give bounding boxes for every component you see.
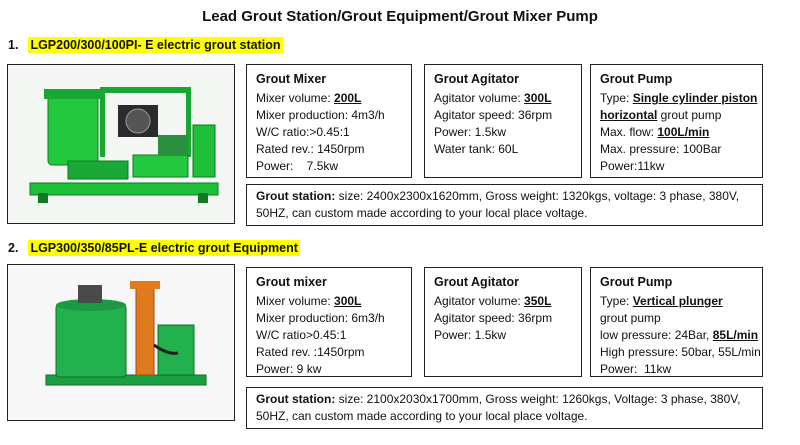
water-tank: Water tank: 60L	[434, 142, 519, 156]
section-1-mixer-box	[246, 64, 412, 178]
agitator-speed: Agitator speed: 36rpm	[434, 108, 553, 122]
agitator-header: Grout Agitator	[434, 275, 519, 289]
grout-station-image	[8, 65, 234, 223]
section-2-pump-box	[590, 267, 763, 377]
pump-header: Grout Pump	[600, 275, 673, 289]
agitator-volume: Agitator volume: 350L	[434, 294, 552, 308]
pump-high-pressure: High pressure: 50bar, 55L/min	[600, 345, 761, 359]
section-2-heading	[8, 241, 300, 255]
station-label: Grout station:	[256, 189, 336, 203]
pump-header: Grout Pump	[600, 72, 673, 86]
section-2-agitator-box	[424, 267, 582, 377]
pump-power: Power: 11kw	[600, 362, 672, 376]
section-1-agitator-box	[424, 64, 582, 178]
mixer-header: Grout mixer	[256, 275, 327, 289]
mixer-rated-rev: Rated rev. :1450rpm	[256, 345, 365, 359]
mixer-volume: Mixer volume: 300L	[256, 294, 362, 308]
mixer-rated-rev: Rated rev.: 1450rpm	[256, 142, 365, 156]
pump-max-flow: Max. flow: 100L/min	[600, 125, 710, 139]
page-title: Lead Grout Station/Grout Equipment/Grout Mixer Pump	[202, 8, 598, 25]
grout-station-photo	[7, 64, 235, 224]
section-1-station-box	[246, 184, 763, 226]
section-1-heading	[8, 38, 283, 52]
section-2-title: LGP300/350/85PL-E electric grout Equipment	[30, 241, 298, 255]
agitator-header: Grout Agitator	[434, 72, 519, 86]
grout-equipment-photo	[7, 264, 235, 421]
mixer-power: Power: 9 kw	[256, 362, 322, 376]
grout-equipment-image	[8, 265, 234, 420]
mixer-wc-ratio: W/C ratio>0.45:1	[256, 328, 347, 342]
section-1-title: LGP200/300/100PI- E electric grout station	[30, 38, 281, 52]
station-text: size: 2400x2300x1620mm, Gross weight: 1320kgs, voltage: 3 phase, 380V, 50HZ, can custom made according to your local place voltage.	[256, 189, 740, 220]
mixer-power: Power: 7.5kw	[256, 159, 339, 173]
agitator-volume: Agitator volume: 300L	[434, 91, 552, 105]
section-1-number: 1.	[8, 38, 19, 52]
section-2-mixer-box	[246, 267, 412, 377]
section-2-number: 2.	[8, 241, 19, 255]
section-1-pump-box	[590, 64, 763, 178]
station-text: size: 2100x2030x1700mm, Gross weight: 1260kgs, Voltage: 3 phase, 380V, 50HZ, can custom made according to your local place voltage.	[256, 392, 741, 423]
pump-max-pressure: Max. pressure: 100Bar	[600, 142, 722, 156]
section-2-station-box	[246, 387, 763, 429]
agitator-power: Power: 1.5kw	[434, 125, 507, 139]
pump-low-pressure: low pressure: 24Bar, 85L/min	[600, 328, 759, 342]
mixer-production: Mixer production: 4m3/h	[256, 108, 385, 122]
station-label: Grout station:	[256, 392, 336, 406]
mixer-wc-ratio: W/C ratio:>0.45:1	[256, 125, 350, 139]
pump-type: Type: Single cylinder piston	[600, 91, 758, 105]
agitator-speed: Agitator speed: 36rpm	[434, 311, 553, 325]
pump-type: Type: Vertical plunger grout pump	[600, 294, 723, 325]
mixer-header: Grout Mixer	[256, 72, 327, 86]
pump-power: Power:11kw	[600, 159, 665, 173]
agitator-power: Power: 1.5kw	[434, 328, 507, 342]
pump-type-cont: horizontal grout pump	[600, 108, 722, 122]
mixer-production: Mixer production: 6m3/h	[256, 311, 385, 325]
mixer-volume: Mixer volume: 200L	[256, 91, 362, 105]
